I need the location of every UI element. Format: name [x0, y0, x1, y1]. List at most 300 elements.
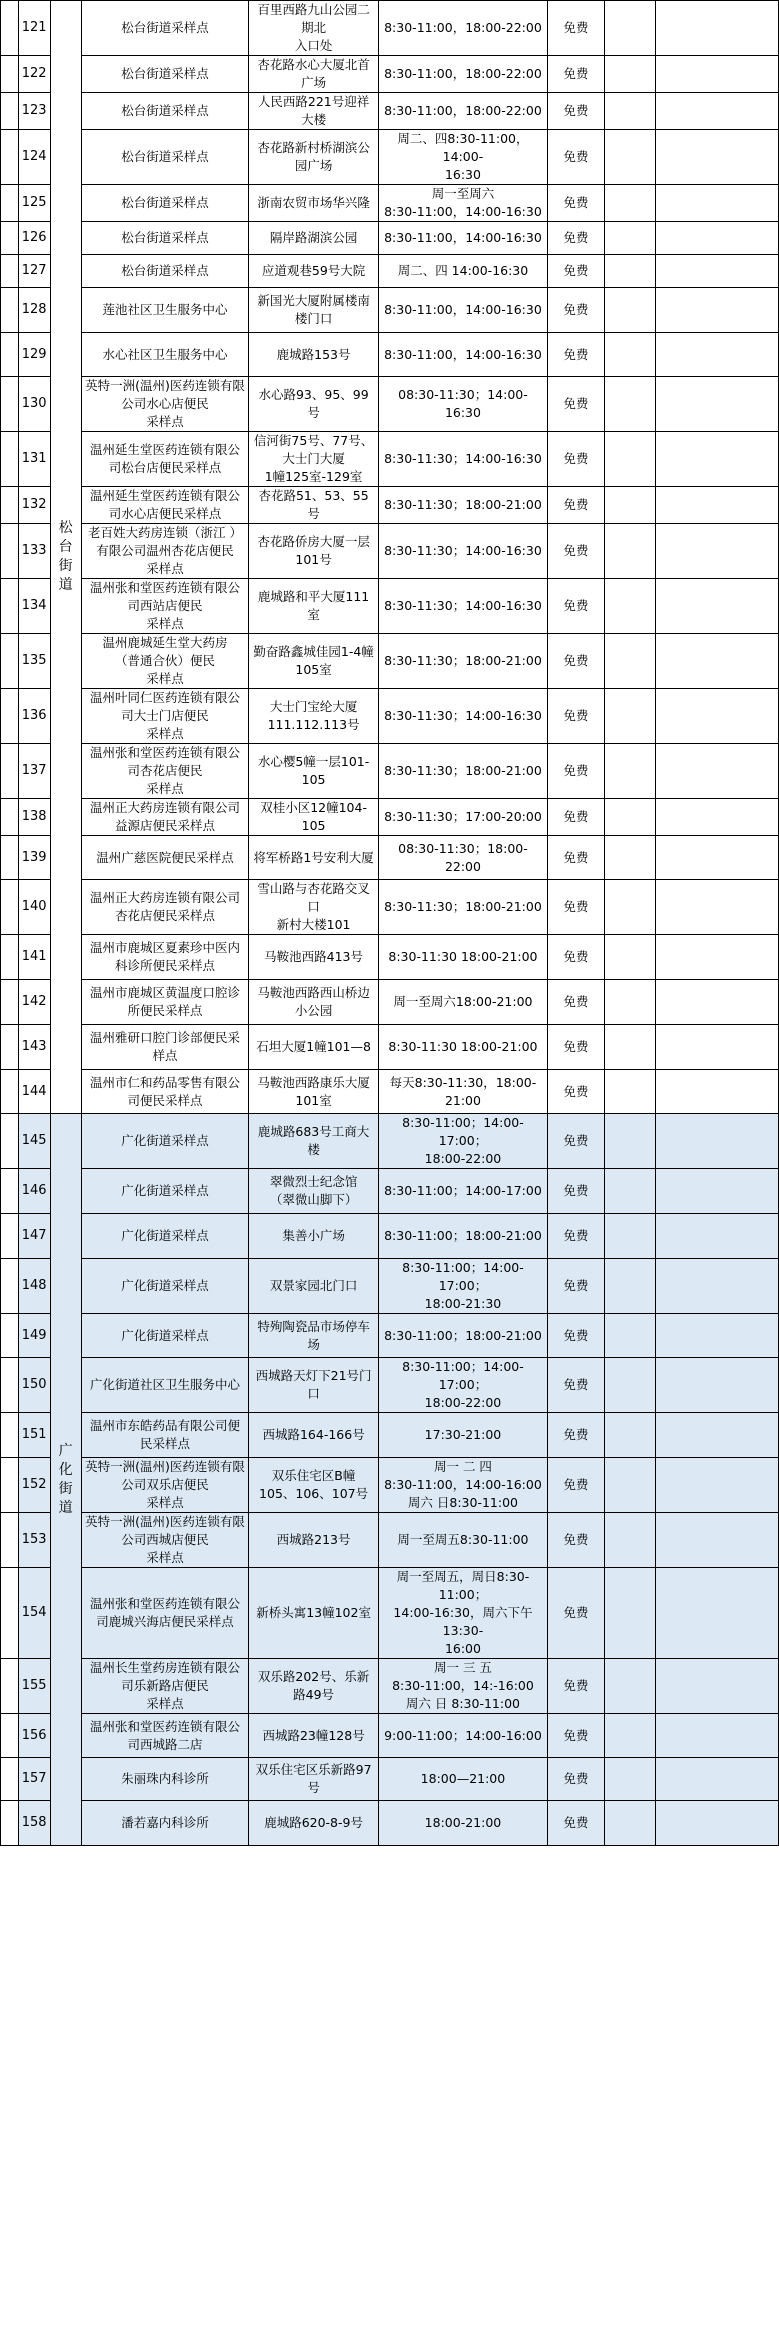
- fee-cell: 免费: [548, 1758, 604, 1801]
- service-hours-cell: 周一 三 五 8:30-11:00，14:-16:00 周六 日 8:30-11:00: [378, 1659, 547, 1714]
- note-cell: [604, 1025, 655, 1070]
- right-margin-cell: [655, 377, 778, 432]
- note-cell: [604, 1714, 655, 1758]
- note-cell: [604, 980, 655, 1025]
- row-number-cell: 130: [18, 377, 50, 432]
- fee-cell: 免费: [548, 222, 604, 255]
- right-margin-cell: [655, 1169, 778, 1214]
- address-cell: 水心路93、95、99号: [249, 377, 378, 432]
- fee-cell: 免费: [548, 880, 604, 935]
- address-cell: 信河街75号、77号、大士门大厦 1幢125室-129室: [249, 432, 378, 487]
- service-hours-cell: 08:30-11:30；14:00-16:30: [378, 377, 547, 432]
- table-row: [1, 1801, 779, 1846]
- fee-cell: 免费: [548, 1801, 604, 1846]
- fee-cell: 免费: [548, 744, 604, 799]
- site-name-cell: 温州张和堂医药连锁有限公 司西城路二店: [81, 1714, 249, 1758]
- left-margin-cell: [1, 130, 19, 185]
- service-hours-cell: 周一 二 四 8:30-11:00，14:00-16:00 周六 日8:30-11:00: [378, 1458, 547, 1513]
- right-margin-cell: [655, 1214, 778, 1259]
- site-name-cell: 温州市东皓药品有限公司便 民采样点: [81, 1413, 249, 1458]
- site-name-cell: 英特一洲(温州)医药连锁有限 公司西城店便民 采样点: [81, 1513, 249, 1568]
- note-cell: [604, 1801, 655, 1846]
- left-margin-cell: [1, 288, 19, 333]
- service-hours-cell: 周二、四 14:00-16:30: [378, 255, 547, 288]
- table-row: [1, 1314, 779, 1358]
- service-hours-cell: 8:30-11:30；14:00-16:30: [378, 432, 547, 487]
- right-margin-cell: [655, 634, 778, 689]
- site-name-cell: 松台街道采样点: [81, 222, 249, 255]
- right-margin-cell: [655, 980, 778, 1025]
- row-number-cell: 125: [18, 185, 50, 222]
- left-margin-cell: [1, 524, 19, 579]
- table-row: [1, 836, 779, 880]
- service-hours-cell: 8:30-11:30；14:00-16:30: [378, 689, 547, 744]
- right-margin-cell: [655, 880, 778, 935]
- service-hours-cell: 8:30-11:00，18:00-22:00: [378, 1, 547, 56]
- left-margin-cell: [1, 1214, 19, 1259]
- row-number-cell: 142: [18, 980, 50, 1025]
- table-row: [1, 1114, 779, 1169]
- left-margin-cell: [1, 1169, 19, 1214]
- service-hours-cell: 8:30-11:30 18:00-21:00: [378, 935, 547, 980]
- address-cell: 鹿城路620-8-9号: [249, 1801, 378, 1846]
- address-cell: 新桥头寓13幢102室: [249, 1568, 378, 1659]
- left-margin-cell: [1, 185, 19, 222]
- table-row: [1, 1659, 779, 1714]
- note-cell: [604, 1, 655, 56]
- left-margin-cell: [1, 1413, 19, 1458]
- right-margin-cell: [655, 579, 778, 634]
- row-number-cell: 140: [18, 880, 50, 935]
- left-margin-cell: [1, 1758, 19, 1801]
- row-number-cell: 156: [18, 1714, 50, 1758]
- table-row: [1, 744, 779, 799]
- address-cell: 特殉陶瓷品市场停车场: [249, 1314, 378, 1358]
- right-margin-cell: [655, 1714, 778, 1758]
- fee-cell: 免费: [548, 56, 604, 93]
- address-cell: 杏花路水心大厦北首广场: [249, 56, 378, 93]
- site-name-cell: 广化街道采样点: [81, 1259, 249, 1314]
- service-hours-cell: 8:30-11:30；18:00-21:00: [378, 880, 547, 935]
- service-hours-cell: 8:30-11:30；14:00-16:30: [378, 524, 547, 579]
- service-hours-cell: 18:00—21:00: [378, 1758, 547, 1801]
- note-cell: [604, 1114, 655, 1169]
- site-name-cell: 松台街道采样点: [81, 130, 249, 185]
- fee-cell: 免费: [548, 185, 604, 222]
- address-cell: 应道观巷59号大院: [249, 255, 378, 288]
- site-name-cell: 朱丽珠内科诊所: [81, 1758, 249, 1801]
- service-hours-cell: 8:30-11:00；14:00-17:00； 18:00-22:00: [378, 1114, 547, 1169]
- site-name-cell: 温州市仁和药品零售有限公 司便民采样点: [81, 1070, 249, 1114]
- fee-cell: 免费: [548, 935, 604, 980]
- note-cell: [604, 1259, 655, 1314]
- left-margin-cell: [1, 1513, 19, 1568]
- site-name-cell: 温州鹿城延生堂大药房 （普通合伙）便民 采样点: [81, 634, 249, 689]
- site-name-cell: 温州张和堂医药连锁有限公 司杏花店便民 采样点: [81, 744, 249, 799]
- right-margin-cell: [655, 487, 778, 524]
- service-hours-cell: 9:00-11:00；14:00-16:00: [378, 1714, 547, 1758]
- right-margin-cell: [655, 744, 778, 799]
- site-name-cell: 温州长生堂药房连锁有限公 司乐新路店便民 采样点: [81, 1659, 249, 1714]
- fee-cell: 免费: [548, 1025, 604, 1070]
- service-hours-cell: 17:30-21:00: [378, 1413, 547, 1458]
- note-cell: [604, 56, 655, 93]
- row-number-cell: 132: [18, 487, 50, 524]
- left-margin-cell: [1, 744, 19, 799]
- address-cell: 集善小广场: [249, 1214, 378, 1259]
- note-cell: [604, 1314, 655, 1358]
- table-row: [1, 1, 779, 56]
- site-name-cell: 广化街道社区卫生服务中心: [81, 1358, 249, 1413]
- address-cell: 西城路天灯下21号门口: [249, 1358, 378, 1413]
- left-margin-cell: [1, 1, 19, 56]
- site-name-cell: 温州正大药房连锁有限公司 杏花店便民采样点: [81, 880, 249, 935]
- district-cell: 松 台 街 道: [50, 1, 81, 1114]
- note-cell: [604, 1070, 655, 1114]
- note-cell: [604, 130, 655, 185]
- note-cell: [604, 288, 655, 333]
- table-row: [1, 1070, 779, 1114]
- right-margin-cell: [655, 1513, 778, 1568]
- fee-cell: 免费: [548, 1714, 604, 1758]
- site-name-cell: 英特一洲(温州)医药连锁有限 公司双乐店便民 采样点: [81, 1458, 249, 1513]
- left-margin-cell: [1, 487, 19, 524]
- fee-cell: 免费: [548, 130, 604, 185]
- site-name-cell: 松台街道采样点: [81, 93, 249, 130]
- right-margin-cell: [655, 288, 778, 333]
- table-row: [1, 1458, 779, 1513]
- row-number-cell: 122: [18, 56, 50, 93]
- left-margin-cell: [1, 255, 19, 288]
- table-row: [1, 377, 779, 432]
- left-margin-cell: [1, 1358, 19, 1413]
- left-margin-cell: [1, 1314, 19, 1358]
- left-margin-cell: [1, 799, 19, 836]
- note-cell: [604, 836, 655, 880]
- note-cell: [604, 744, 655, 799]
- table-row: [1, 799, 779, 836]
- left-margin-cell: [1, 1659, 19, 1714]
- fee-cell: 免费: [548, 333, 604, 377]
- table-row: [1, 1214, 779, 1259]
- row-number-cell: 147: [18, 1214, 50, 1259]
- right-margin-cell: [655, 432, 778, 487]
- row-number-cell: 126: [18, 222, 50, 255]
- row-number-cell: 137: [18, 744, 50, 799]
- fee-cell: 免费: [548, 799, 604, 836]
- table-row: [1, 1025, 779, 1070]
- site-name-cell: 莲池社区卫生服务中心: [81, 288, 249, 333]
- fee-cell: 免费: [548, 1358, 604, 1413]
- table-row: [1, 579, 779, 634]
- right-margin-cell: [655, 1259, 778, 1314]
- address-cell: 大士门宝纶大厦 111.112.113号: [249, 689, 378, 744]
- row-number-cell: 144: [18, 1070, 50, 1114]
- site-name-cell: 水心社区卫生服务中心: [81, 333, 249, 377]
- site-name-cell: 广化街道采样点: [81, 1114, 249, 1169]
- service-hours-cell: 周一至周五，周日8:30-11:00； 14:00-16:30，周六下午13:30- 16:00: [378, 1568, 547, 1659]
- left-margin-cell: [1, 333, 19, 377]
- fee-cell: 免费: [548, 93, 604, 130]
- right-margin-cell: [655, 1070, 778, 1114]
- service-hours-cell: 8:30-11:30；18:00-21:00: [378, 487, 547, 524]
- row-number-cell: 136: [18, 689, 50, 744]
- site-name-cell: 温州延生堂医药连锁有限公 司松台店便民采样点: [81, 432, 249, 487]
- note-cell: [604, 579, 655, 634]
- service-hours-cell: 18:00-21:00: [378, 1801, 547, 1846]
- row-number-cell: 153: [18, 1513, 50, 1568]
- fee-cell: 免费: [548, 1114, 604, 1169]
- site-name-cell: 温州正大药房连锁有限公司 益源店便民采样点: [81, 799, 249, 836]
- site-name-cell: 温州张和堂医药连锁有限公 司西站店便民 采样点: [81, 579, 249, 634]
- right-margin-cell: [655, 93, 778, 130]
- address-cell: 双景家园北门口: [249, 1259, 378, 1314]
- service-hours-cell: 周二、四8:30-11:00，14:00- 16:30: [378, 130, 547, 185]
- fee-cell: 免费: [548, 487, 604, 524]
- row-number-cell: 135: [18, 634, 50, 689]
- row-number-cell: 134: [18, 579, 50, 634]
- note-cell: [604, 1568, 655, 1659]
- service-hours-cell: 8:30-11:00；14:00-17:00: [378, 1169, 547, 1214]
- table-row: [1, 1568, 779, 1659]
- note-cell: [604, 1458, 655, 1513]
- row-number-cell: 141: [18, 935, 50, 980]
- right-margin-cell: [655, 1413, 778, 1458]
- left-margin-cell: [1, 935, 19, 980]
- row-number-cell: 143: [18, 1025, 50, 1070]
- left-margin-cell: [1, 1259, 19, 1314]
- fee-cell: 免费: [548, 524, 604, 579]
- table-row: [1, 880, 779, 935]
- right-margin-cell: [655, 1758, 778, 1801]
- fee-cell: 免费: [548, 1413, 604, 1458]
- address-cell: 鹿城路153号: [249, 333, 378, 377]
- service-hours-cell: 8:30-11:30；18:00-21:00: [378, 744, 547, 799]
- left-margin-cell: [1, 880, 19, 935]
- address-cell: 石坦大厦1幢101—8: [249, 1025, 378, 1070]
- fee-cell: 免费: [548, 1314, 604, 1358]
- note-cell: [604, 799, 655, 836]
- table-row: [1, 93, 779, 130]
- left-margin-cell: [1, 1114, 19, 1169]
- right-margin-cell: [655, 836, 778, 880]
- table-row: [1, 487, 779, 524]
- row-number-cell: 154: [18, 1568, 50, 1659]
- row-number-cell: 158: [18, 1801, 50, 1846]
- fee-cell: 免费: [548, 1659, 604, 1714]
- left-margin-cell: [1, 836, 19, 880]
- site-name-cell: 温州市鹿城区黄温度口腔诊 所便民采样点: [81, 980, 249, 1025]
- fee-cell: 免费: [548, 634, 604, 689]
- right-margin-cell: [655, 1025, 778, 1070]
- row-number-cell: 149: [18, 1314, 50, 1358]
- fee-cell: 免费: [548, 288, 604, 333]
- fee-cell: 免费: [548, 980, 604, 1025]
- service-hours-cell: 8:30-11:30；18:00-21:00: [378, 634, 547, 689]
- site-name-cell: 温州延生堂医药连锁有限公 司水心店便民采样点: [81, 487, 249, 524]
- note-cell: [604, 935, 655, 980]
- right-margin-cell: [655, 1801, 778, 1846]
- service-hours-cell: 8:30-11:00，14:00-16:30: [378, 222, 547, 255]
- row-number-cell: 150: [18, 1358, 50, 1413]
- note-cell: [604, 1214, 655, 1259]
- address-cell: 新国光大厦附属楼南楼门口: [249, 288, 378, 333]
- address-cell: 百里西路九山公园二期北 入口处: [249, 1, 378, 56]
- service-hours-cell: 8:30-11:00；18:00-21:00: [378, 1314, 547, 1358]
- right-margin-cell: [655, 56, 778, 93]
- address-cell: 杏花路新村桥湖滨公园广场: [249, 130, 378, 185]
- district-cell: 广 化 街 道: [50, 1114, 81, 1846]
- address-cell: 西城路213号: [249, 1513, 378, 1568]
- service-hours-cell: 08:30-11:30；18:00-22:00: [378, 836, 547, 880]
- left-margin-cell: [1, 1714, 19, 1758]
- fee-cell: 免费: [548, 689, 604, 744]
- right-margin-cell: [655, 185, 778, 222]
- site-name-cell: 温州市鹿城区夏素珍中医内 科诊所便民采样点: [81, 935, 249, 980]
- service-hours-cell: 8:30-11:00，18:00-22:00: [378, 56, 547, 93]
- row-number-cell: 133: [18, 524, 50, 579]
- left-margin-cell: [1, 222, 19, 255]
- row-number-cell: 139: [18, 836, 50, 880]
- note-cell: [604, 377, 655, 432]
- service-hours-cell: 周一至周六18:00-21:00: [378, 980, 547, 1025]
- left-margin-cell: [1, 689, 19, 744]
- note-cell: [604, 1659, 655, 1714]
- site-name-cell: 松台街道采样点: [81, 185, 249, 222]
- site-name-cell: 潘若嘉内科诊所: [81, 1801, 249, 1846]
- address-cell: 勤奋路鑫城佳园1-4幢105室: [249, 634, 378, 689]
- address-cell: 杏花路51、53、55号: [249, 487, 378, 524]
- fee-cell: 免费: [548, 1568, 604, 1659]
- address-cell: 双乐路202号、乐新路49号: [249, 1659, 378, 1714]
- table-row: [1, 288, 779, 333]
- right-margin-cell: [655, 255, 778, 288]
- right-margin-cell: [655, 799, 778, 836]
- left-margin-cell: [1, 634, 19, 689]
- address-cell: 隔岸路湖滨公园: [249, 222, 378, 255]
- left-margin-cell: [1, 56, 19, 93]
- address-cell: 西城路164-166号: [249, 1413, 378, 1458]
- table-row: [1, 56, 779, 93]
- address-cell: 马鞍池西路西山桥边小公园: [249, 980, 378, 1025]
- left-margin-cell: [1, 1568, 19, 1659]
- site-name-cell: 松台街道采样点: [81, 1, 249, 56]
- service-hours-cell: 周一至周六 8:30-11:00，14:00-16:30: [378, 185, 547, 222]
- left-margin-cell: [1, 1025, 19, 1070]
- note-cell: [604, 222, 655, 255]
- row-number-cell: 128: [18, 288, 50, 333]
- note-cell: [604, 1169, 655, 1214]
- right-margin-cell: [655, 1568, 778, 1659]
- fee-cell: 免费: [548, 1458, 604, 1513]
- address-cell: 鹿城路和平大厦111室: [249, 579, 378, 634]
- left-margin-cell: [1, 579, 19, 634]
- service-hours-cell: 8:30-11:00；14:00-17:00； 18:00-21:30: [378, 1259, 547, 1314]
- service-hours-cell: 8:30-11:30 18:00-21:00: [378, 1025, 547, 1070]
- left-margin-cell: [1, 1458, 19, 1513]
- note-cell: [604, 93, 655, 130]
- site-name-cell: 温州张和堂医药连锁有限公 司鹿城兴海店便民采样点: [81, 1568, 249, 1659]
- row-number-cell: 152: [18, 1458, 50, 1513]
- table-row: [1, 1513, 779, 1568]
- right-margin-cell: [655, 130, 778, 185]
- site-name-cell: 英特一洲(温州)医药连锁有限 公司水心店便民 采样点: [81, 377, 249, 432]
- fee-cell: 免费: [548, 1513, 604, 1568]
- fee-cell: 免费: [548, 579, 604, 634]
- address-cell: 马鞍池西路413号: [249, 935, 378, 980]
- right-margin-cell: [655, 524, 778, 579]
- fee-cell: 免费: [548, 836, 604, 880]
- table-row: [1, 935, 779, 980]
- row-number-cell: 146: [18, 1169, 50, 1214]
- row-number-cell: 138: [18, 799, 50, 836]
- table-row: [1, 255, 779, 288]
- note-cell: [604, 1413, 655, 1458]
- right-margin-cell: [655, 1659, 778, 1714]
- fee-cell: 免费: [548, 1214, 604, 1259]
- row-number-cell: 151: [18, 1413, 50, 1458]
- note-cell: [604, 1358, 655, 1413]
- note-cell: [604, 333, 655, 377]
- table-row: [1, 130, 779, 185]
- table-row: [1, 333, 779, 377]
- right-margin-cell: [655, 1114, 778, 1169]
- table-row: [1, 1358, 779, 1413]
- note-cell: [604, 1758, 655, 1801]
- address-cell: 将军桥路1号安利大厦: [249, 836, 378, 880]
- table-row: [1, 689, 779, 744]
- row-number-cell: 127: [18, 255, 50, 288]
- note-cell: [604, 880, 655, 935]
- site-name-cell: 老百姓大药房连锁（浙江 ） 有限公司温州杏花店便民 采样点: [81, 524, 249, 579]
- table-row: [1, 185, 779, 222]
- site-name-cell: 温州广慈医院便民采样点: [81, 836, 249, 880]
- site-name-cell: 广化街道采样点: [81, 1214, 249, 1259]
- site-name-cell: 广化街道采样点: [81, 1314, 249, 1358]
- row-number-cell: 121: [18, 1, 50, 56]
- address-cell: 水心樱5幢一层101-105: [249, 744, 378, 799]
- service-hours-cell: 每天8:30-11:30，18:00-21:00: [378, 1070, 547, 1114]
- note-cell: [604, 487, 655, 524]
- right-margin-cell: [655, 1, 778, 56]
- table-row: [1, 1259, 779, 1314]
- address-cell: 人民西路221号迎祥大楼: [249, 93, 378, 130]
- right-margin-cell: [655, 1358, 778, 1413]
- service-hours-cell: 8:30-11:00，14:00-16:30: [378, 288, 547, 333]
- table-row: [1, 222, 779, 255]
- right-margin-cell: [655, 222, 778, 255]
- right-margin-cell: [655, 1314, 778, 1358]
- service-hours-cell: 8:30-11:00，14:00-16:30: [378, 333, 547, 377]
- left-margin-cell: [1, 1070, 19, 1114]
- fee-cell: 免费: [548, 255, 604, 288]
- table-row: [1, 1413, 779, 1458]
- address-cell: 马鞍池西路康乐大厦101室: [249, 1070, 378, 1114]
- address-cell: 浙南农贸市场华兴隆: [249, 185, 378, 222]
- table-row: [1, 1758, 779, 1801]
- service-hours-cell: 8:30-11:00；18:00-21:00: [378, 1214, 547, 1259]
- note-cell: [604, 689, 655, 744]
- site-name-cell: 松台街道采样点: [81, 255, 249, 288]
- table-row: [1, 1714, 779, 1758]
- row-number-cell: 123: [18, 93, 50, 130]
- site-name-cell: 广化街道采样点: [81, 1169, 249, 1214]
- address-cell: 双乐住宅区B幢 105、106、107号: [249, 1458, 378, 1513]
- fee-cell: 免费: [548, 1, 604, 56]
- fee-cell: 免费: [548, 432, 604, 487]
- note-cell: [604, 255, 655, 288]
- note-cell: [604, 432, 655, 487]
